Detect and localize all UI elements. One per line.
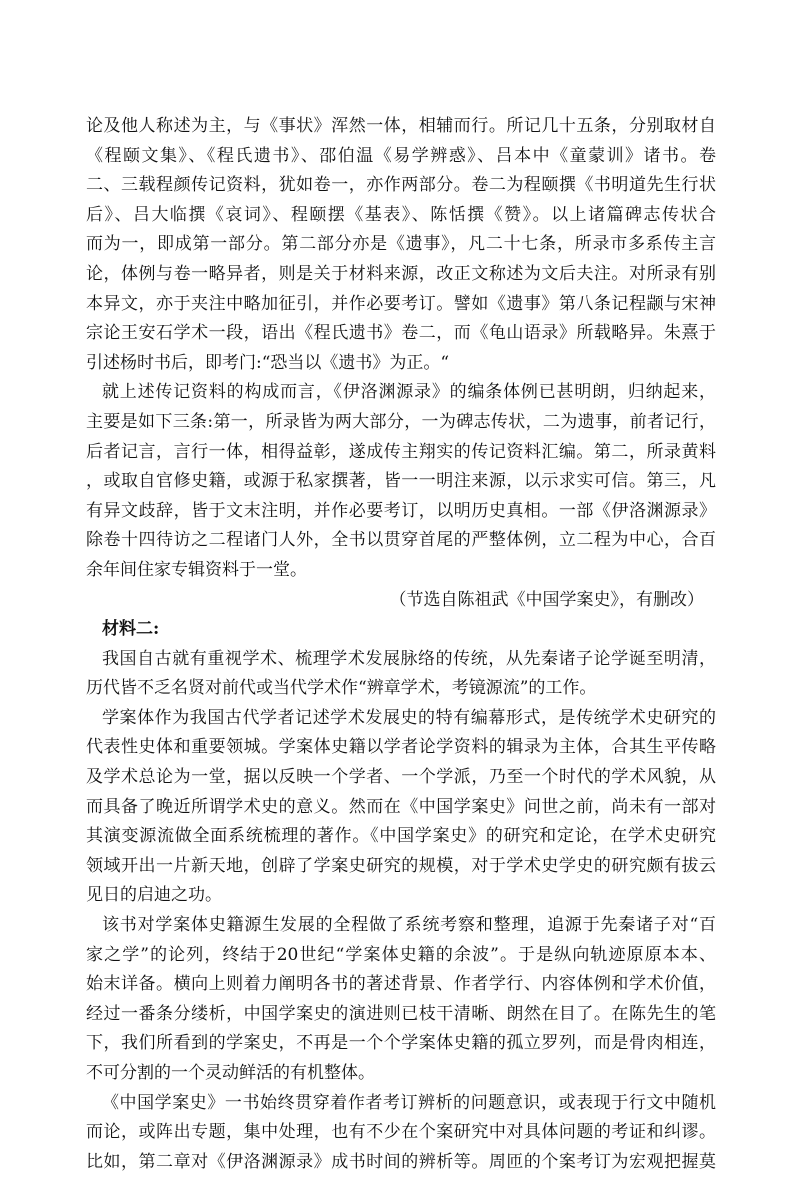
text-line: 有异文歧辞，皆于文末注明，并作必要考订，以明历史真相。一部《伊洛渊源录》 (86, 500, 716, 521)
text-line: 引述杨时书后，即考门:“恐当以《遗书》为正。“ (86, 352, 450, 373)
text-line: 《程颐文集》、《程氏遗书》、邵伯温《易学辨惑》、吕本中《童蒙训》诸书。卷 (86, 145, 716, 166)
text-line: 下，我们所看到的学案史，不再是一个个学案体史籍的孤立罗列，而是骨肉相连， (86, 1033, 716, 1054)
text-line: 后》、吕大临撰《哀词》、程颐摆《基表》、陈恬撰《赞》。以上诸篇碑志传状合 (86, 204, 716, 225)
text-line: 论及他人称述为主，与《事状》浑然一体，相辅而行。所记几十五条，分别取材自 (86, 116, 716, 136)
text-line: 除卷十四待访之二程诸门人外，全书以贯穿首尾的严整体例，立二程为中心，合百 (86, 530, 716, 551)
text-line: 而论，或阵出专题，集中处理，也有不少在个案研究中对具体问题的考证和纠谬。 (86, 1122, 716, 1143)
source-citation: （节选自陈祖武《中国学案史》，有删改） (389, 589, 704, 610)
text-line: 余年间住家专辑资料于一堂。 (86, 559, 307, 580)
text-line: 宗论王安石学术一段，语出《程氏遗书》卷二，而《龟山语录》所载略异。朱熹于 (86, 323, 716, 344)
paragraph-start: 就上述传记资料的构成而言，《伊洛渊源录》的编条体例已甚明朗，归纳起来， (102, 382, 716, 403)
text-line: 本异文，亦于夹注中略加征引，并作必要考订。譬如《遗事》第八条记程颛与宋神 (86, 293, 716, 314)
text-line: 经过一番条分缕析，中国学案史的演进则已枝干清晰、朗然在目了。在陈先生的笔 (86, 1003, 716, 1024)
text-line: 而具备了晚近所谓学术史的意义。然而在《中国学案史》问世之前，尚未有一部对 (86, 796, 716, 817)
text-line: 而为一，即成第一部分。第二部分亦是《遗事》，凡二十七条，所录市多系传主言 (86, 234, 716, 255)
document-page (86, 112, 716, 1177)
text-line: 二、三载程颜传记资料，犹如卷一，亦作两部分。卷二为程颐撰《书明道先生行状 (86, 175, 716, 196)
text-line: 家之学”的论列，终结于20世纪“学案体史籍的余波”。于是纵向轨迹原原本本、 (86, 944, 716, 965)
text-line: 历代皆不乏名贤对前代或当代学术作“辨章学术，考镜源流”的工作。 (86, 678, 597, 699)
text-line: ，或取自官修史籍，或源于私家撰著，皆一一明注来源，以示求实可信。第三，凡 (86, 471, 716, 492)
text-line: 不可分割的一个灵动鲜活的有机整体。 (86, 1063, 375, 1083)
text-line: 主要是如下三条:第一，所录皆为两大部分，一为碑志传状，二为遗事，前者记行， (86, 411, 716, 432)
text-line: 后者记言，言行一体，相得益彰，遂成传主翔实的传记资料汇编。第二，所录黄料 (86, 441, 716, 462)
paragraph-start: 该书对学案体史籍源生发展的全程做了系统考察和整理，追源于先秦诸子对“百 (102, 915, 716, 936)
paragraph-start: 我国自古就有重视学术、梳理学术发展脉络的传统，从先秦诸子论学诞至明清， (102, 648, 716, 669)
text-line: 及学术总论为一堂，据以反映一个学者、一个学派，乃至一个时代的学术风貌，从 (86, 767, 716, 788)
text-line: 始末详备。横向上则着力阐明各书的著述背景、作者学行、内容体例和学术价值， (86, 974, 716, 995)
text-line: 见日的启迪之功。 (86, 885, 222, 906)
section-heading: 材料二: (102, 619, 160, 640)
text-line: 比如，第二章对《伊洛渊源录》成书时间的辨析等。周匝的个案考订为宏观把握莫 (86, 1151, 716, 1172)
text-line: 论，体例与卷一略异者，则是关于材料来源，改正文称述为文后夫注。对所录有别 (86, 263, 716, 284)
paragraph-start: 学案体作为我国古代学者记述学术发展史的特有编幕形式，是传统学术史研究的 (102, 707, 716, 728)
paragraph-start: 《中国学案史》一书始终贯穿着作者考订辨析的问题意识，或表现于行文中随机 (102, 1092, 716, 1113)
text-line: 其演变源流做全面系统梳理的著作。《中国学案史》的研究和定论，在学术史研究 (86, 826, 716, 847)
text-line: 领域开出一片新天地，创辟了学案史研究的规模，对于学术史学史的研究颇有拔云 (86, 855, 716, 876)
text-line: 代表性史体和重要领城。学案体史籍以学者论学资料的辑录为主体，合其生平传略 (86, 737, 716, 758)
